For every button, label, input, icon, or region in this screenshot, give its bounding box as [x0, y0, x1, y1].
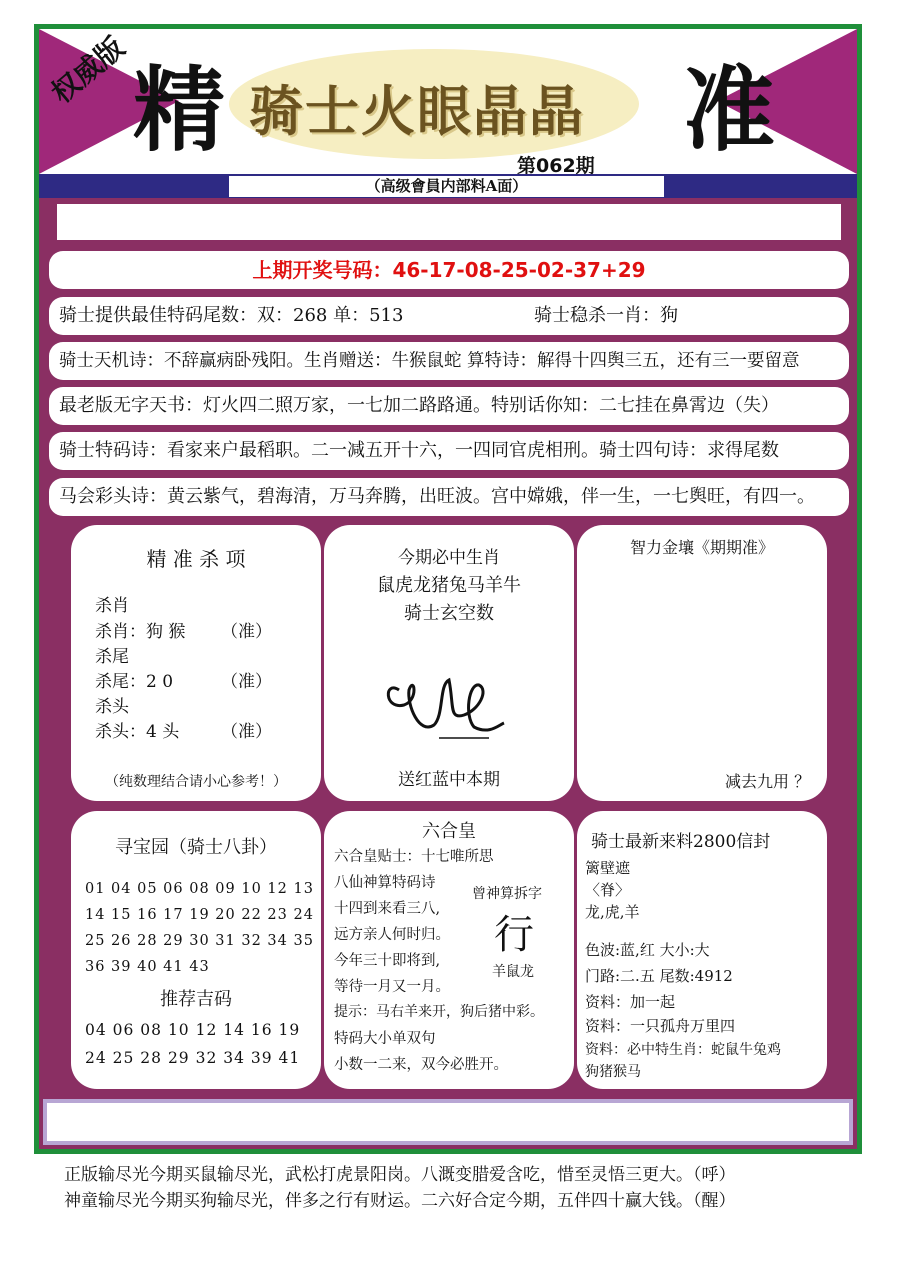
liuhe-poem-title: 八仙神算特码诗: [334, 875, 436, 891]
liuhe-size-line: 小数一二来，双今必胜开。: [334, 1057, 508, 1073]
kill-tail-value: 杀尾：2 0: [95, 672, 174, 692]
signature-scribble: [379, 665, 509, 745]
treasure-row-4: 36 39 40 41 43: [85, 959, 210, 975]
latest-line-7: 资料：一只孤舟万里四: [585, 1017, 736, 1035]
kill-zodiac-tag: （准）: [221, 622, 272, 642]
previous-result: 上期开奖号码：46-17-08-25-02-37+29: [49, 251, 849, 289]
recommend-row-1: 04 06 08 10 12 14 16 19: [85, 1021, 301, 1039]
title-right-char: 准: [683, 57, 776, 164]
issue-number: 第062期: [517, 155, 595, 174]
latest-line-1: 篱壁遮: [585, 859, 631, 877]
treasure-title: 寻宝园（骑士八卦）: [115, 837, 277, 858]
sure-title: 今期必中生肖: [398, 548, 500, 568]
kill-zodiac-label: 杀肖: [95, 596, 129, 616]
footer-line-2: 神童输尽光今期买狗输尽光，伴多之行有财运。二六好合定今期，五伴四十赢大钱。（醒）: [64, 1191, 736, 1211]
poem-row-1: 骑士天机诗：不辞赢病卧残阳。生肖赠送：牛猴鼠蛇 算特诗：解得十四舆三五，还有三一要留意: [49, 342, 849, 380]
footer-line-1: 正版输尽光今期买鼠输尽光，武松打虎景阳岗。八溉变腊爱含吃，惜至灵悟三更大。（呼）: [64, 1165, 736, 1185]
wisdom-note: 减去九用 ？: [725, 772, 811, 791]
liuhe-poem-line-3: 今年三十即将到,: [334, 953, 441, 969]
treasure-row-1: 01 04 05 06 08 09 10 12 13: [85, 881, 314, 897]
kill-panel: [71, 525, 321, 801]
kill-zodiac-value: 杀肖：狗 猴: [95, 622, 186, 642]
latest-line-6: 资料：加一起: [585, 993, 676, 1011]
authority-badge: 权威版: [45, 30, 131, 110]
latest-line-5: 门路:二.五 尾数:4912: [585, 967, 733, 985]
split-char: 行: [494, 912, 534, 958]
kill-tail-tag: （准）: [221, 672, 272, 692]
brand-title: 骑士火眼晶晶: [249, 80, 585, 143]
page-frame: [34, 24, 862, 1154]
split-char-title: 曾神算拆字: [472, 886, 542, 902]
latest-line-2: 〈脊〉: [585, 881, 631, 899]
latest-line-3: 龙,虎,羊: [585, 903, 640, 921]
poem-row-4: 马会彩头诗：黄云紫气，碧海清，万马奔腾，出旺波。宫中嫦娥，伴一生，一七舆旺，有四一。: [49, 478, 849, 516]
send-red-blue: 送红蓝中本期: [398, 770, 500, 790]
split-char-answer: 羊鼠龙: [492, 964, 534, 980]
liuhe-poem-line-1: 十四到来看三八,: [334, 901, 441, 917]
recommend-title: 推荐吉码: [160, 989, 232, 1010]
kill-head-label: 杀头: [95, 697, 129, 717]
liuhe-tip: 六合皇贴士：十七唯所思: [334, 849, 494, 865]
kill-panel-title: 精 准 杀 项: [146, 547, 246, 571]
wisdom-panel: [577, 525, 827, 801]
sure-zodiac-panel: [324, 525, 574, 801]
title-left-char: 精: [133, 57, 226, 164]
latest-title: 骑士最新来料2800信封: [591, 832, 771, 852]
kill-tail-label: 杀尾: [95, 647, 129, 667]
poem-row-3: 骑士特码诗：看家来户最稻职。二一减五开十六，一四同官虎相刑。骑士四句诗：求得尾数: [49, 432, 849, 470]
tail-kill-row: [49, 297, 849, 335]
treasure-row-3: 25 26 28 29 30 31 32 34 35: [85, 933, 314, 949]
footer: [64, 1162, 736, 1214]
liuhe-poem-line-4: 等待一月又一月。: [334, 979, 450, 995]
blank-banner: [57, 204, 841, 240]
subtitle: （高级會員内部料A面）: [229, 176, 664, 197]
treasure-row-2: 14 15 16 17 19 20 22 23 24: [85, 907, 314, 923]
kill-head-tag: （准）: [221, 722, 272, 742]
kill-panel-note: （纯数理结合请小心参考！）: [105, 774, 287, 790]
liuhe-hint: 提示：马右羊来开，狗后猪中彩。: [334, 1004, 544, 1020]
header: [39, 29, 857, 174]
kill-one-text: 骑士稳杀一肖：狗: [534, 305, 678, 326]
liuhe-size-title: 特码大小单双句: [334, 1031, 436, 1047]
latest-line-9: 狗猪猴马: [585, 1064, 641, 1080]
poem-row-2: 最老版无字天书：灯火四二照万家，一七加二路路通。特别话你知：二七挂在鼻霄边（失）: [49, 387, 849, 425]
treasure-panel: [71, 811, 321, 1089]
wisdom-title: 智力金壤《期期准》: [629, 538, 774, 557]
recommend-row-2: 24 25 28 29 32 34 39 41: [85, 1049, 301, 1067]
latest-line-4: 色波:蓝,红 大小:大: [585, 941, 710, 959]
bottom-banner: [43, 1099, 853, 1145]
sure-zodiacs: 鼠虎龙猪兔马羊牛: [377, 575, 521, 596]
kill-head-value: 杀头：4 头: [95, 722, 180, 742]
liuhe-title: 六合皇: [422, 821, 476, 842]
latest-envelope-panel: [577, 811, 827, 1089]
liuhe-poem-line-2: 远方亲人何时归。: [334, 927, 450, 943]
best-tail-text: 骑士提供最佳特码尾数：双：268 单：513: [59, 305, 404, 326]
liuhe-panel: [324, 811, 574, 1089]
mystic-number-label: 骑士玄空数: [404, 603, 494, 624]
latest-line-8: 资料：必中特生肖：蛇鼠牛兔鸡: [585, 1042, 781, 1058]
